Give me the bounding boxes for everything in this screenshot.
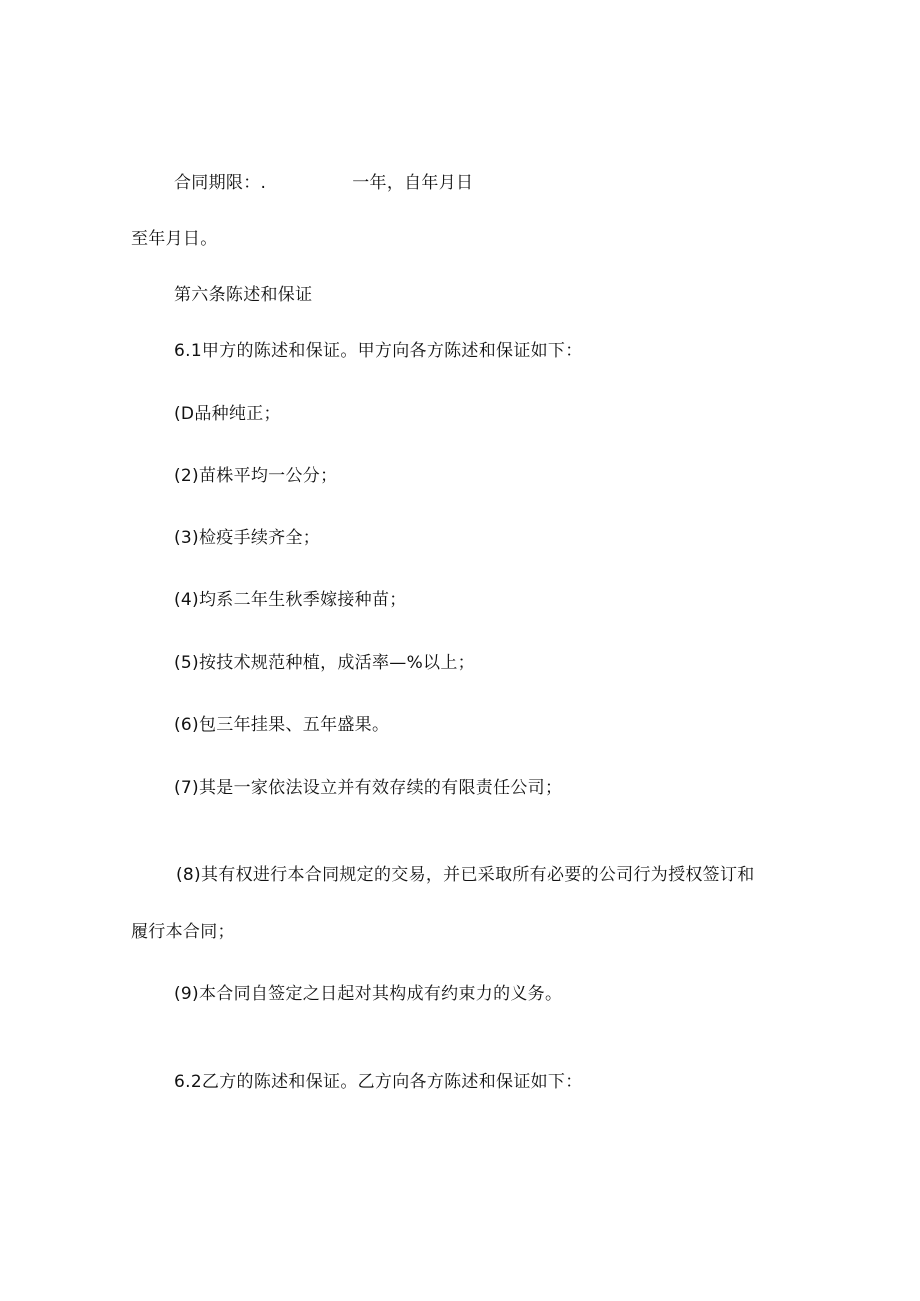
list-item-9: (9)本合同自签定之日起对其构成有约束力的义务。 [174, 984, 563, 1004]
section-6-1: 6.1甲方的陈述和保证。甲方向各方陈述和保证如下： [174, 341, 583, 361]
article-6-title: 第六条陈述和保证 [174, 285, 313, 305]
contract-term-value: 一年，自年月日 [352, 173, 474, 193]
list-item-4: (4)均系二年生秋季嫁接种苗； [174, 590, 407, 610]
list-item-1: (D品种纯正； [174, 404, 281, 424]
list-item-5: (5)按技术规范种植，成活率—%以上； [174, 653, 475, 673]
list-item-8-line-2: 履行本合同； [131, 922, 235, 942]
list-item-3: (3)检疫手续齐全； [174, 528, 321, 548]
section-6-2: 6.2乙方的陈述和保证。乙方向各方陈述和保证如下： [174, 1072, 583, 1092]
list-item-6: (6)包三年挂果、五年盛果。 [174, 715, 390, 735]
list-item-7: (7)其是一家依法设立并有效存续的有限责任公司； [174, 778, 563, 798]
contract-term-line [174, 172, 473, 194]
contract-term-end: 至年月日。 [131, 229, 218, 249]
list-item-8-line-1: (8)其有权进行本合同规定的交易，并已采取所有必要的公司行为授权签订和 [176, 865, 755, 885]
list-item-2: (2)苗株平均一公分； [174, 466, 338, 486]
contract-term-label: 合同期限：. [174, 173, 267, 193]
